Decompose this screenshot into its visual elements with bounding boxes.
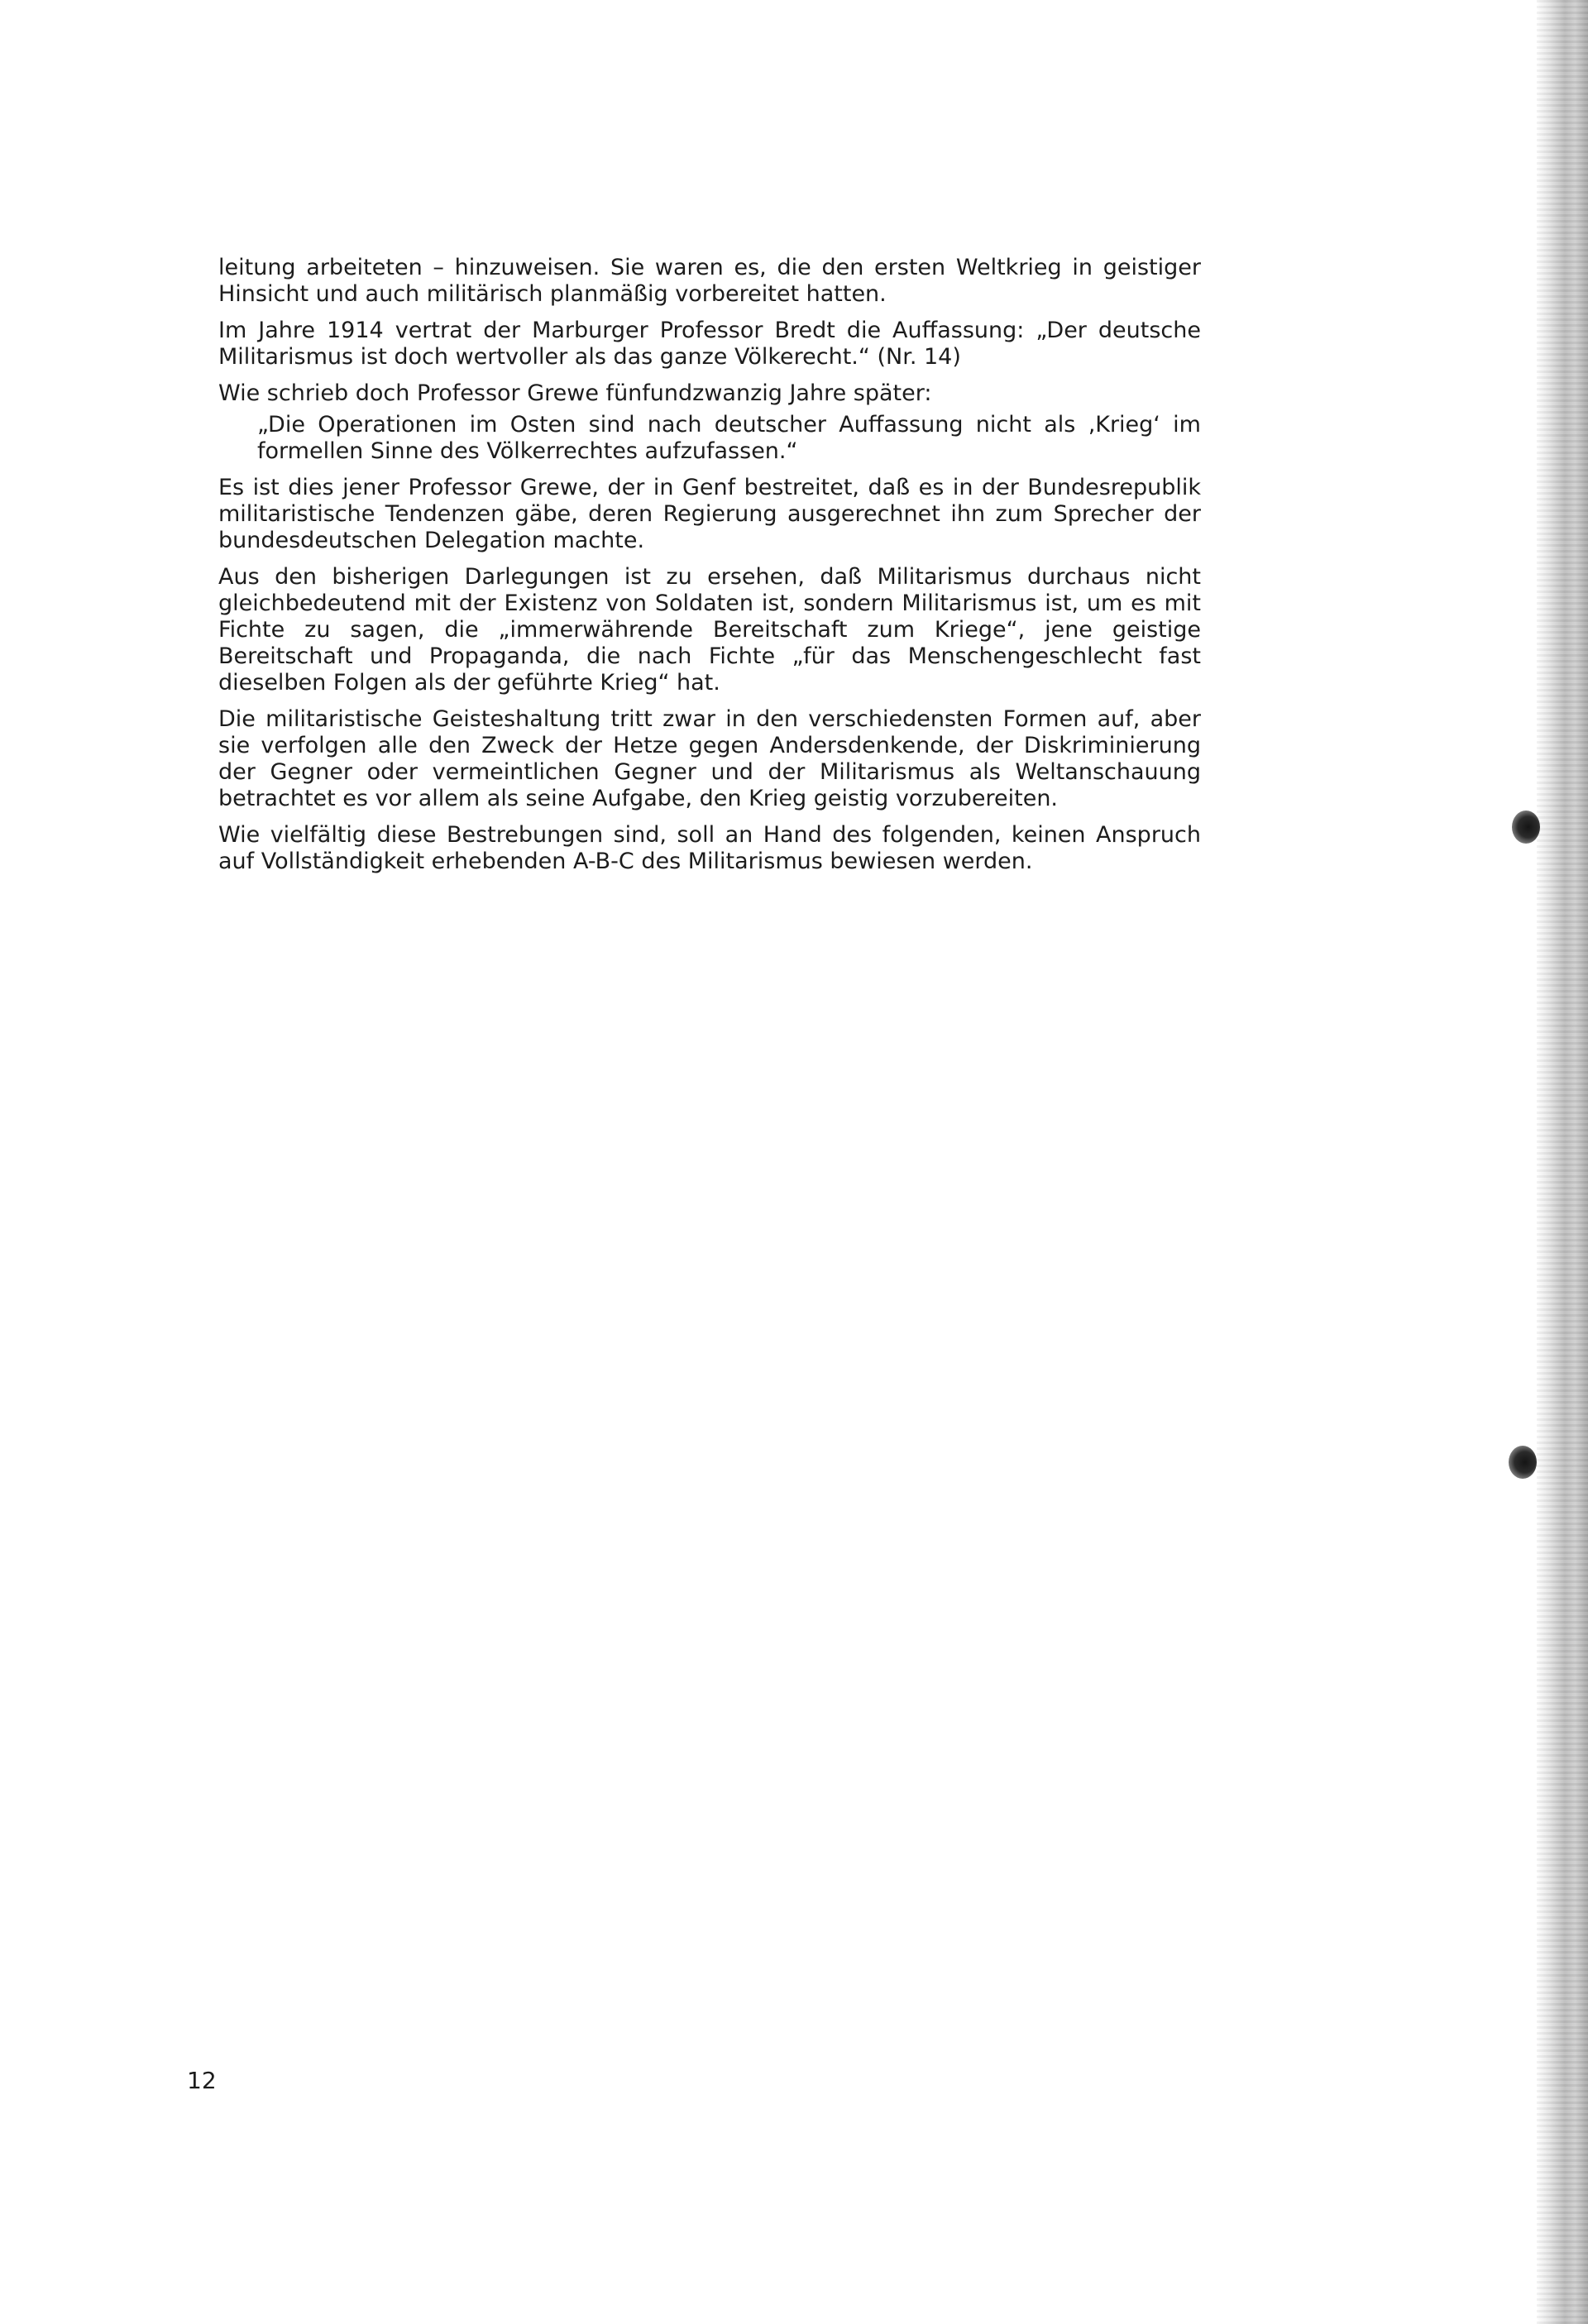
body-text <box>218 255 1201 885</box>
binder-hole-upper <box>1512 811 1540 844</box>
paragraph-7: Wie vielfältig diese Bestrebungen sind, soll an Hand des folgenden, keinen Anspruch auf Vollständigkeit erhebenden A-B-C des Militarismus bewiesen werden. <box>218 822 1201 874</box>
paragraph-3: Wie schrieb doch Professor Grewe fünfundzwanzig Jahre später: <box>218 380 932 406</box>
paragraph-2: Im Jahre 1914 vertrat der Marburger Professor Bredt die Auffassung: „Der deutsche Militarismus ist doch wertvoller als das ganze Völkerecht.“ (Nr. 14) <box>218 318 1201 370</box>
page-number: 12 <box>187 2067 217 2094</box>
paragraph-1: leitung arbeiteten – hinzuweisen. Sie waren es, die den ersten Weltkrieg in geistiger Hinsicht und auch militärisch planmäßig vorbereitet hatten. <box>218 255 1201 307</box>
page-edge-shadow <box>1537 0 1588 2324</box>
binder-hole-lower <box>1509 1446 1537 1479</box>
paragraph-4: Es ist dies jener Professor Grewe, der in Genf bestreitet, daß es in der Bundesrepublik militaristische Tendenzen gäbe, deren Regierung ausgerechnet ihn zum Sprecher der bundesdeutschen Delegation machte. <box>218 475 1201 553</box>
paragraph-5: Aus den bisherigen Darlegungen ist zu ersehen, daß Militarismus durchaus nicht gleichbedeutend mit der Existenz von Soldaten ist, sondern Militarismus ist, um es mit Fichte zu sagen, die „immerwährende Bereitschaft zum Kriege“, jene geistige Bereitschaft und Propaganda, die nach Fichte „für das Menschengeschlecht fast dieselben Folgen als der geführte Krieg“ hat. <box>218 564 1201 696</box>
paragraph-6: Die militaristische Geisteshaltung tritt zwar in den verschiedensten Formen auf, aber sie verfolgen alle den Zweck der Hetze gegen Andersdenkende, der Diskriminierung der Gegner oder vermeintlichen Gegner und der Militarismus als Weltanschauung betrachtet es vor allem als seine Aufgabe, den Krieg geistig vorzubereiten. <box>218 706 1201 811</box>
block-quote: „Die Operationen im Osten sind nach deutscher Auffassung nicht als ‚Krieg‘ im formellen Sinne des Völkerrechtes aufzufassen.“ <box>257 412 1201 464</box>
